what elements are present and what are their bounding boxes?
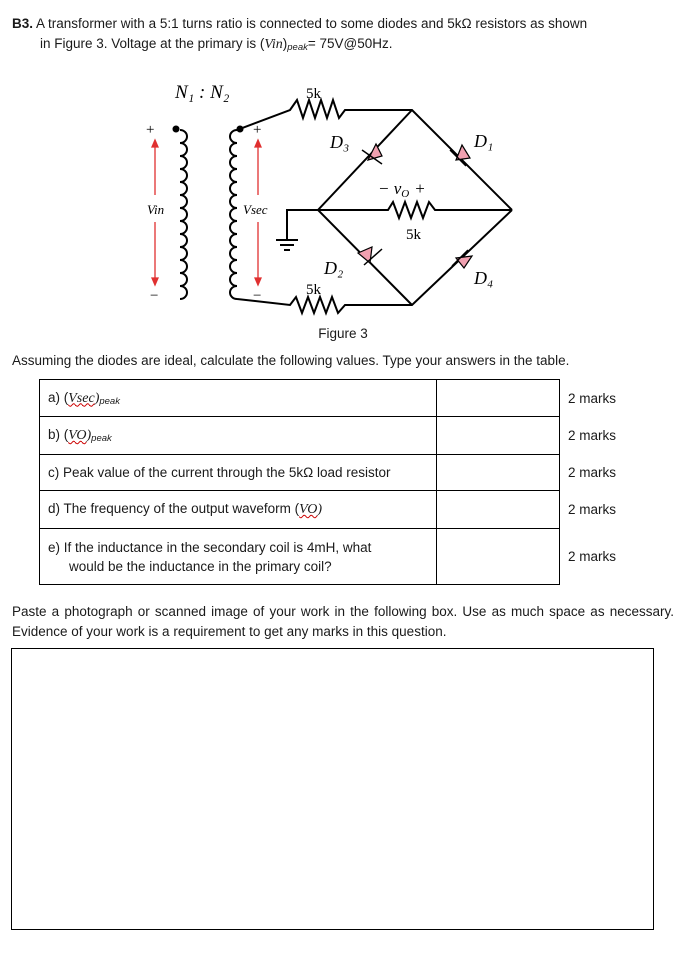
circuit-figure (0, 70, 686, 320)
answer-table (39, 379, 625, 585)
question-intro-2a: in Figure 3. Voltage at the primary is ( (40, 36, 265, 51)
d3-label: D₃ (330, 132, 350, 152)
r-top-label: 5k (306, 86, 321, 102)
vsec-label: Vsec (243, 202, 268, 217)
primary-coil (180, 130, 187, 299)
ground-wire (287, 210, 318, 240)
secondary-dot (237, 126, 244, 133)
secondary-coil (230, 130, 237, 299)
question-intro-1: A transformer with a 5:1 turns ratio is connected to some diodes and 5kΩ resistors as shown (36, 16, 588, 31)
vin-label: Vin (147, 202, 165, 217)
secondary-plus: + (253, 122, 262, 138)
question-number: B3. (12, 16, 34, 31)
table-row (40, 455, 625, 491)
answer-c-cell[interactable] (437, 455, 560, 491)
marks-e: 2 marks (568, 549, 617, 564)
r-mid-label: 5k (406, 227, 421, 243)
answer-b-cell[interactable] (437, 417, 560, 455)
answer-d-cell[interactable] (437, 491, 560, 529)
question-d: d) The frequency of the output waveform (VO) (40, 491, 437, 529)
answer-e-cell[interactable] (437, 529, 560, 585)
marks-b: 2 marks (568, 428, 617, 443)
question-e: e) If the inductance in the secondary coil is 4mH, what would be the inductance in the primary coil? (40, 529, 437, 585)
secondary-minus: − (253, 288, 262, 304)
marks-a: 2 marks (568, 390, 617, 406)
instructions: Assuming the diodes are ideal, calculate the following values. Type your answers in the table. (12, 353, 570, 368)
d4-label: D₄ (474, 268, 494, 288)
table-row (40, 491, 625, 529)
marks-c: 2 marks (568, 465, 617, 480)
question-intro-2b: = 75V@50Hz. (307, 36, 393, 51)
ratio-label: N₁ : N₂ (175, 82, 230, 103)
question-header: B3. A transformer with a 5:1 turns ratio is connected to some diodes and 5kΩ resistors as shown in Figure 3. Voltage at the primary is $(Vin)_{peak}=$ 75V@50Hz. (12, 16, 588, 53)
diode-d3 (368, 144, 382, 160)
d2-label: D₂ (324, 258, 344, 278)
table-row (40, 380, 625, 417)
vin-symbol: Vin (264, 37, 283, 52)
load-wire (318, 202, 512, 218)
question-a: a) $(Vsec)_{peak}$ (40, 380, 437, 417)
figure-caption: Figure 3 (318, 326, 368, 341)
work-upload-box[interactable] (11, 648, 654, 930)
primary-dot (173, 126, 180, 133)
bottom-wire (237, 210, 512, 313)
r-bottom-label: 5k (306, 282, 321, 298)
d1-label: D₁ (474, 131, 494, 151)
peak-subscript: peak (287, 42, 308, 53)
primary-minus: − (150, 288, 159, 304)
table-row (40, 417, 625, 455)
question-b: b) $(VO)_{peak}$ (40, 417, 437, 455)
question-c: c) Peak value of the current through the 5kΩ load resistor (40, 455, 437, 491)
table-row (40, 529, 625, 585)
marks-d: 2 marks (568, 502, 617, 517)
answer-a-cell[interactable] (437, 380, 560, 417)
vo-label: − vO + (378, 179, 425, 200)
paste-instructions: Paste a photograph or scanned image of your work in the following box. Use as much space as necessary. Evidence of your work is a requirement to get any marks in this question. (12, 604, 674, 639)
primary-plus: + (146, 122, 155, 138)
